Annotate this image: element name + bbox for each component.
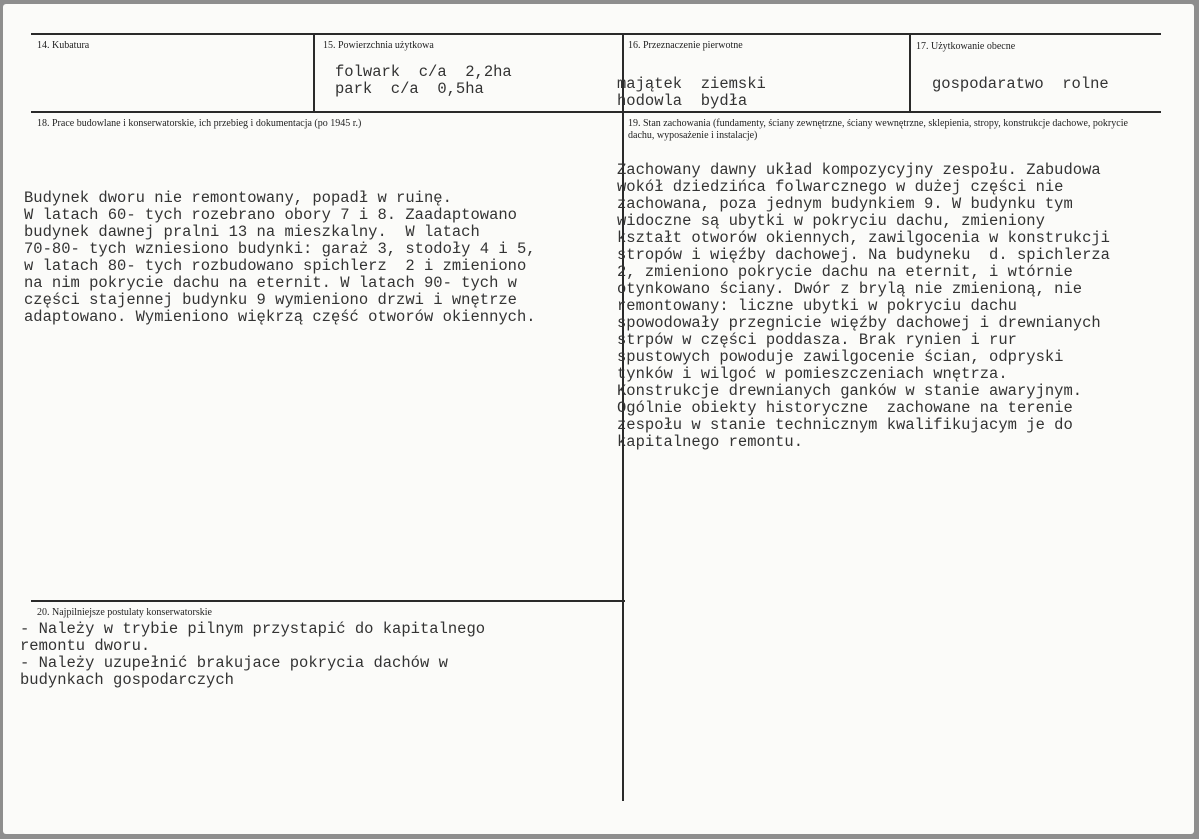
przeznaczenie-label: 16. Przeznaczenie pierwotne <box>628 40 743 51</box>
stan-value: Zachowany dawny układ kompozycyjny zespołu. Zabudowa wokół dziedzińca folwarcznego w dużej części nie zachowana, poza jednym budynkiem 9. W budynku tym widoczne są ubytki w pokryciu dachu, zmieniony kształt otworów okiennych, zawilgocenia w konstrukcji stropów i więźby dachowej. Na budyneku d. spichlerza 2, zmieniono pokrycie dachu na eternit, i wtórnie otynkowano ściany. Dwór z brylą nie zmienioną, nie remontowany: liczne ubytki w pokryciu dachu spowodowały przegnicie więźby dachowej i drewnianych strpów w części poddasza. Brak rynien i rur spustowych powoduje zawilgocenie ścian, odpryski tynków i wilgoć w pomieszczeniach wnętrza. Konstrukcje drewnianych ganków w stanie awaryjnym. Ogólnie obiekty historyczne zachowane na terenie zespołu w stanie technicznym kwalifikujacym je do kapitalnego remontu. <box>617 161 1110 451</box>
powierzchnia-label: 15. Powierzchnia użytkowa <box>323 40 434 51</box>
top-border-line <box>31 33 1161 35</box>
uzytkowanie-label: 17. Użytkowanie obecne <box>916 41 1016 52</box>
powierzchnia-value: folwark c/a 2,2ha park c/a 0,5ha <box>335 63 512 98</box>
column-divider-16 <box>909 33 911 113</box>
przeznaczenie-value: majątek ziemski hodowla bydła <box>617 75 766 110</box>
kubatura-label: 14. Kubatura <box>37 40 90 51</box>
row-divider-line <box>31 111 1161 113</box>
postulaty-label: 20. Najpilniejsze postulaty konserwatorskie <box>37 607 212 618</box>
prace-value: Budynek dworu nie remontowany, popadł w ruinę. W latach 60- tych rozebrano obory 7 i 8. Zaadaptowano budynek dawnej pralni 13 na mieszkalny. W latach 70-80- tych wzniesiono budynki: garaż 3, stodoły 4 i 5, w latach 80- tych rozbudowano spichlerz 2 i zmieniono na nim pokrycie dachu na eternit. W latach 90- tych w części stajennej budynku 9 wymieniono drzwi i wnętrze adaptowano. Wymieniono więkrzą część otworów okiennych. <box>24 189 536 326</box>
prace-label: 18. Prace budowlane i konserwatorskie, ich przebieg i dokumentacja (po 1945 r.) <box>37 118 362 129</box>
stan-label: 19. Stan zachowania (fundamenty, ściany zewnętrzne, ściany wewnętrzne, sklepienia, stropy, konstrukcje dachowe, pokrycie dachu, wyposażenie i instalacje) <box>628 118 1128 141</box>
record-card <box>3 4 1194 834</box>
postulaty-top-line <box>31 600 625 602</box>
uzytkowanie-value: gospodaratwo rolne <box>932 75 1109 93</box>
postulaty-value: - Należy w trybie pilnym przystapić do kapitalnego remontu dworu. - Należy uzupełnić brakujace pokrycia dachów w budynkach gospodarczych <box>20 620 486 689</box>
column-divider-15 <box>313 33 315 113</box>
